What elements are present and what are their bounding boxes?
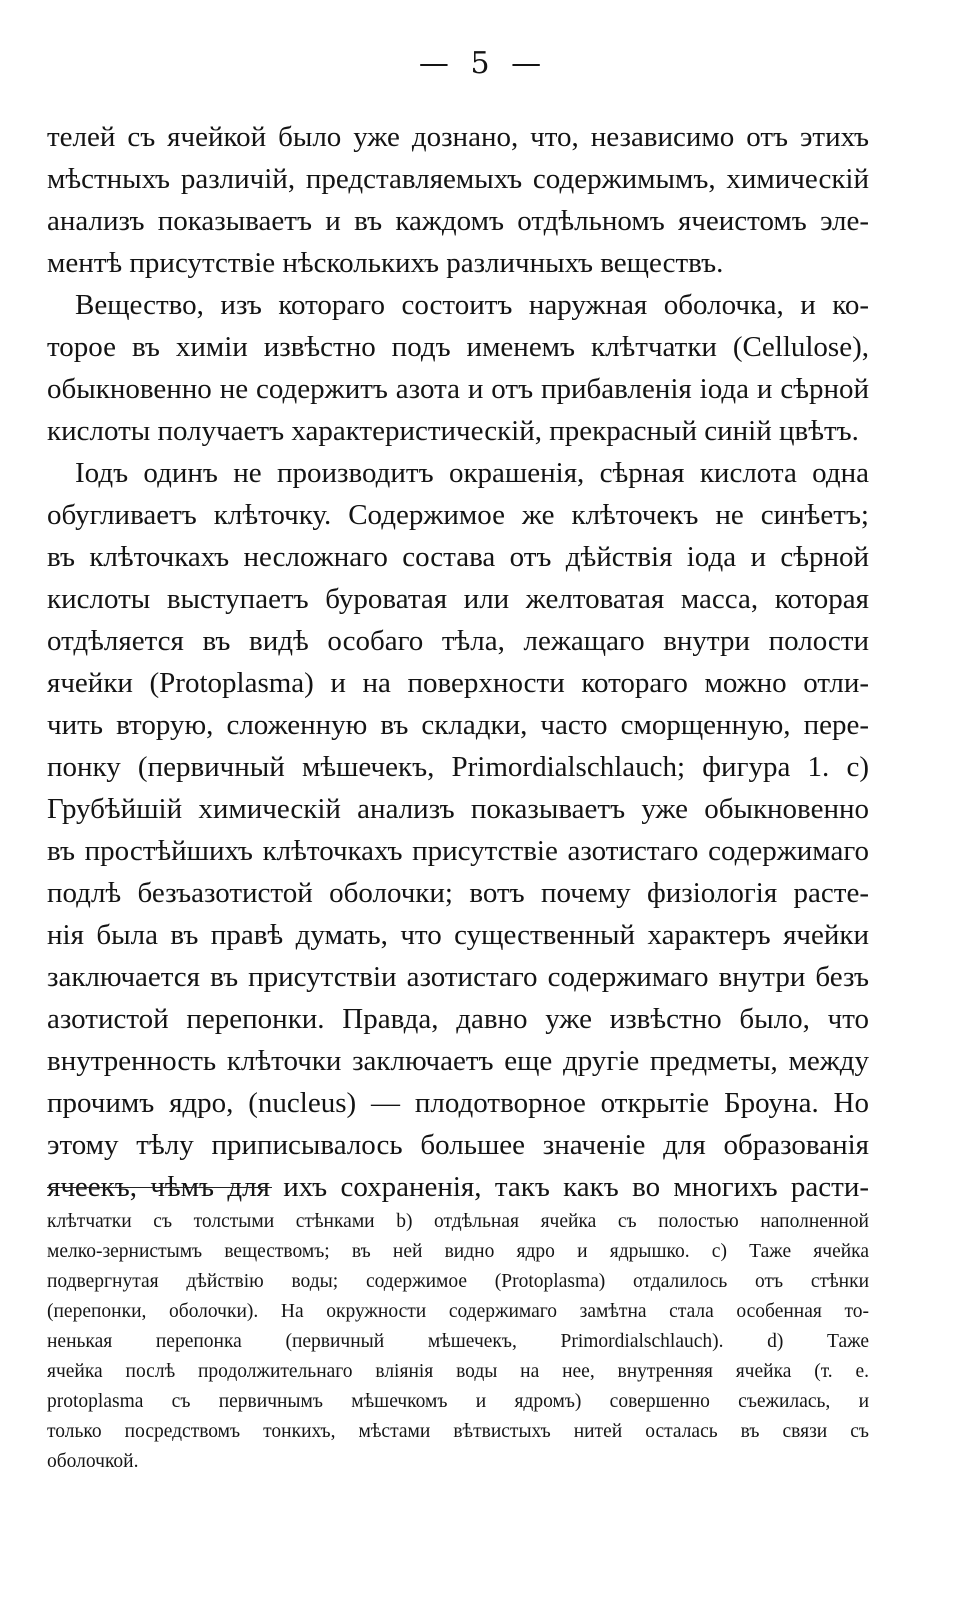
text-line: обугливаетъ клѣточку. Содержимое же клѣточекъ не синѣетъ;: [47, 499, 869, 531]
text-line: заключается въ присутствіи азотистаго содержимаго внутри безъ: [47, 961, 869, 993]
text-line: телей съ ячейкой было уже дознано, что, независимо отъ этихъ: [47, 121, 869, 153]
footnote-divider: [47, 1187, 272, 1188]
footnote-line: protoplasma съ первичнымъ мѣшечкомъ и ядромъ) совершенно съежилась, и: [47, 1391, 869, 1412]
footnote-line: ненькая перепонка (первичный мѣшечекъ, Primordialschlauch). d) Таже: [47, 1331, 869, 1352]
page-number: — 5 —: [418, 46, 548, 81]
text-line: анализъ показываетъ и въ каждомъ отдѣльномъ ячеистомъ эле-: [47, 205, 869, 237]
body-text: [47, 116, 869, 1208]
text-line: нія была въ правѣ думать, что существенный характеръ ячейки: [47, 919, 869, 951]
text-line: внутренность клѣточки заключаетъ еще другіе предметы, между: [47, 1045, 869, 1077]
text-line: торое въ химіи извѣстно подъ именемъ клѣтчатки (Cellulose),: [47, 331, 869, 363]
text-line: понку (первичный мѣшечекъ, Primordialschlauch; фигура 1. c): [47, 751, 869, 783]
text-line: Вещество, изъ котораго состоитъ наружная оболочка, и ко-: [75, 289, 869, 321]
footnote-line: оболочкой.: [47, 1451, 139, 1472]
text-line: въ клѣточкахъ несложнаго состава отъ дѣйствія іода и сѣрной: [47, 541, 869, 573]
footnote-line: ячейка послѣ продолжительнаго вліянія воды на нее, внутренняя ячейка (т. е.: [47, 1361, 869, 1382]
text-line: ментѣ присутствіе нѣсколькихъ различныхъ веществъ.: [47, 247, 724, 279]
footnote-line: клѣтчатки съ толстыми стѣнками b) отдѣльная ячейка съ полостью наполненной: [47, 1211, 869, 1232]
text-line: обыкновенно не содержитъ азота и отъ прибавленія іода и сѣрной: [47, 373, 869, 405]
text-line: этому тѣлу приписывалось большее значеніе для образованія: [47, 1129, 869, 1161]
footnote-line: (перепонки, оболочки). На окружности содержимаго замѣтна стала особенная то-: [47, 1301, 869, 1322]
text-line: Іодъ одинъ не производитъ окрашенія, сѣрная кислота одна: [75, 457, 869, 489]
text-line: мѣстныхъ различій, представляемыхъ содержимымъ, химическій: [47, 163, 869, 195]
footnote-line: подвергнутая дѣйствію воды; содержимое (Protoplasma) отдалилось отъ стѣнки: [47, 1271, 869, 1292]
text-line: подлѣ безъазотистой оболочки; вотъ почему физіологія расте-: [47, 877, 869, 909]
text-line: кислоты получаетъ характеристическій, прекрасный синій цвѣтъ.: [47, 415, 859, 447]
text-line: азотистой перепонки. Правда, давно уже извѣстно было, что: [47, 1003, 869, 1035]
text-line: кислоты выступаетъ буроватая или желтоватая масса, которая: [47, 583, 869, 615]
footnote-line: только посредствомъ тонкихъ, мѣстами вѣтвистыхъ нитей осталась въ связи съ: [47, 1421, 869, 1442]
footnote: [47, 1207, 869, 1477]
text-line: отдѣляется въ видѣ особаго тѣла, лежащаго внутри полости: [47, 625, 869, 657]
text-line: прочимъ ядро, (nucleus) — плодотворное открытіе Броуна. Но: [47, 1087, 869, 1119]
text-line: чить вторую, сложенную въ складки, часто сморщенную, пере-: [47, 709, 869, 741]
text-line: въ простѣйшихъ клѣточкахъ присутствіе азотистаго содержимаго: [47, 835, 869, 867]
text-line: ячейки (Protoplasma) и на поверхности котораго можно отли-: [47, 667, 869, 699]
text-line: ячеекъ, чѣмъ для ихъ сохраненія, такъ какъ во многихъ расти-: [47, 1171, 869, 1203]
footnote-line: мелко-зернистымъ веществомъ; въ ней видно ядро и ядрышко. c) Таже ячейка: [47, 1241, 869, 1262]
text-line: Грубѣйшій химическій анализъ показываетъ уже обыкновенно: [47, 793, 869, 825]
